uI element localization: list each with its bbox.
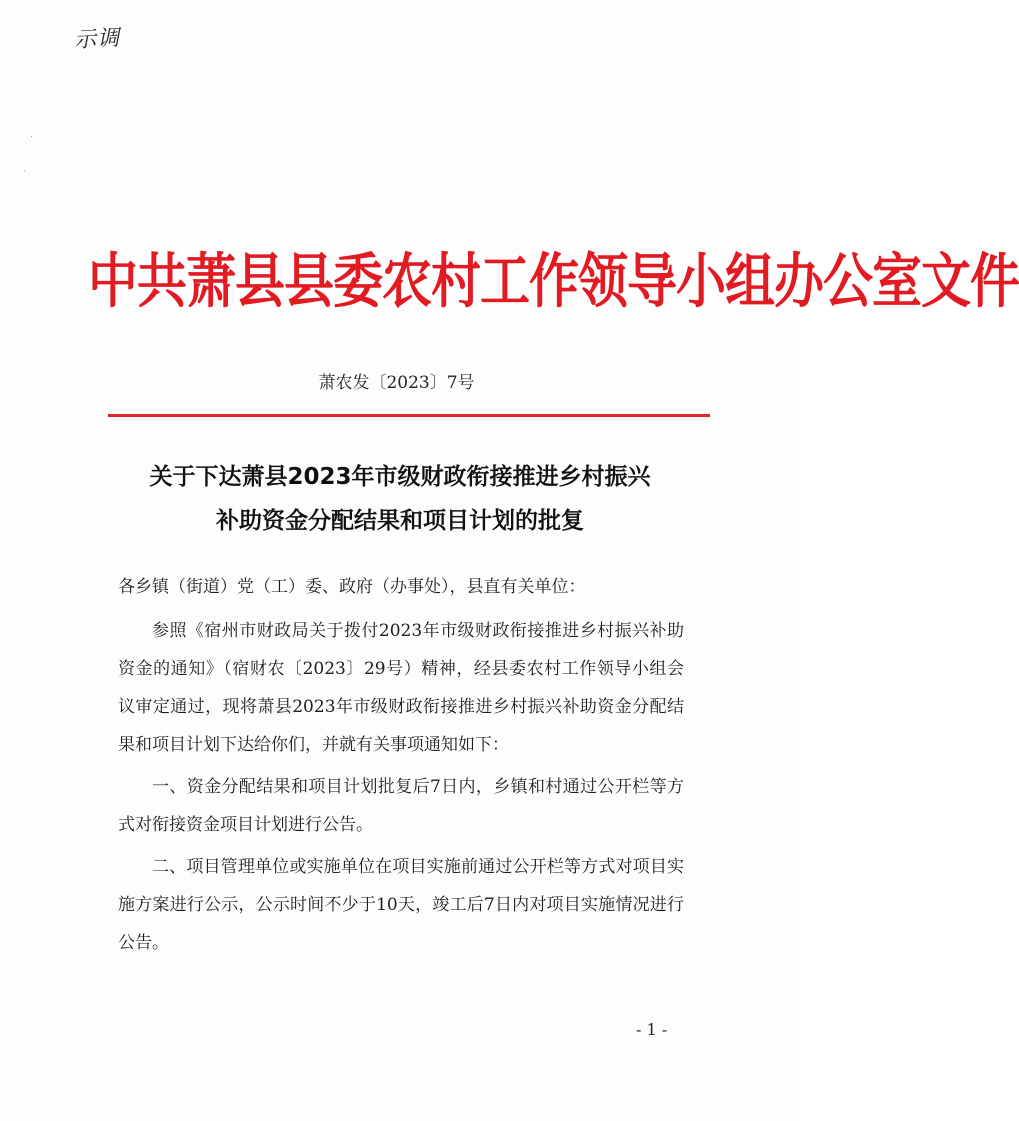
body-paragraph-item-2: 二、项目管理单位或实施单位在项目实施前通过公开栏等方式对项目实施方案进行公示，公示时间不少于10天，竣工后7日内对项目实施情况进行公告。 xyxy=(118,857,684,953)
body-paragraph-item-1: 一、资金分配结果和项目计划批复后7日内，乡镇和村通过公开栏等方式对衔接资金项目计划进行公告。 xyxy=(118,777,684,835)
scan-speck: · xyxy=(30,132,34,143)
page-number: - 1 - xyxy=(636,1020,668,1039)
salutation: 各乡镇（街道）党（工）委、政府（办事处），县直有关单位： xyxy=(118,577,586,597)
document-title-line-2: 补助资金分配结果和项目计划的批复 xyxy=(216,508,584,534)
document-number: 萧农发〔2023〕7号 xyxy=(318,373,475,393)
document-title-line-1: 关于下达萧县2023年市级财政衔接推进乡村振兴 xyxy=(149,464,651,490)
red-divider-rule xyxy=(108,414,710,417)
document-title xyxy=(100,455,700,543)
body-paragraph-reference: 参照《宿州市财政局关于拨付2023年市级财政衔接推进乡村振兴补助资金的通知》（宿财农〔2023〕29号）精神，经县委农村工作领导小组会议审定通过，现将萧县2023年市级财政衔接推进乡村振兴补助资金分配结果和项目计划下达给你们，并就有关事项通知如下： xyxy=(118,621,684,755)
issuer-title: 中共萧县县委农村工作领导小组办公室文件 xyxy=(88,247,1019,316)
scan-speck: ˙ xyxy=(22,170,27,181)
document-body xyxy=(118,568,684,962)
handwritten-note: 示调 xyxy=(73,25,121,54)
